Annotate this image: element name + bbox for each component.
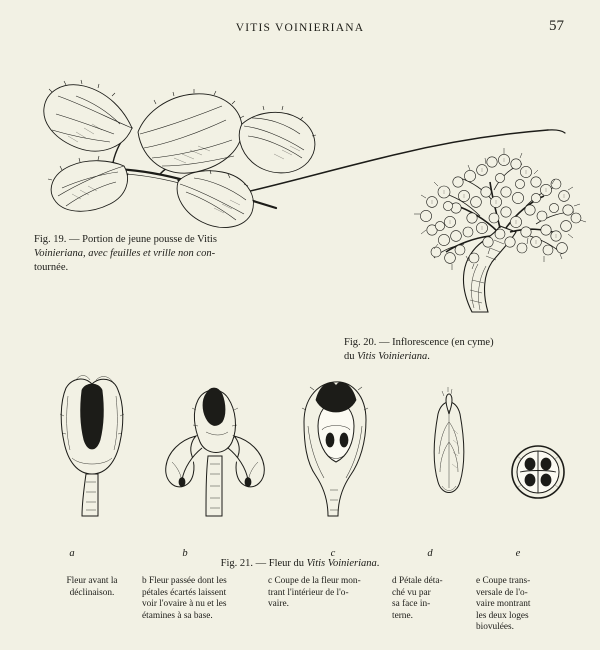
figure-21-letter-e: e xyxy=(515,548,521,559)
figure-21-illustration xyxy=(20,370,580,545)
subcaption-a-line-1: Fleur avant la xyxy=(66,576,118,586)
subcaption-c-line-1: c Coupe de la fleur mon- xyxy=(268,576,361,586)
subcaption-b-line-3: voir l'ovaire à nu et les xyxy=(142,599,227,610)
subcaption-b-line-4: étamines à sa base. xyxy=(142,610,213,621)
subcaption-b-line-2: pétales écartés laissent xyxy=(142,587,227,598)
subcaption-e-line-3: vaire montrant xyxy=(476,599,531,610)
running-head: VITIS VOINIERIANA xyxy=(235,22,365,34)
figure-19-caption xyxy=(34,233,292,275)
subcaption-a-line-2: déclinaison. xyxy=(69,587,115,598)
figure-21-letter-d: d xyxy=(427,548,433,559)
flower-b xyxy=(166,388,265,516)
figure-21-caption xyxy=(0,558,600,569)
figure-21-subcaption-b xyxy=(142,576,258,622)
figure-21-letter-c: c xyxy=(330,548,336,559)
subcaption-d-line-4: terne. xyxy=(392,610,413,621)
subcaption-b-line-1: b Fleur passée dont les xyxy=(142,576,227,586)
figure-21-subcaption-d xyxy=(392,576,466,622)
figure-20-caption-line-1: Fig. 20. — Inflorescence (en cyme) xyxy=(344,337,494,348)
figure-21-subcaption-a xyxy=(42,576,142,599)
subcaption-c-line-2: trant l'intérieur de l'o- xyxy=(268,587,349,598)
figure-19-caption-line-2: Voinieriana, avec feuilles et vrille non con- xyxy=(34,248,216,259)
figure-19-caption-line-3: tournée. xyxy=(34,262,69,273)
figure-21-letter-a: a xyxy=(69,548,75,559)
figure-21-subcaption-c xyxy=(268,576,374,611)
figure-21-subcaptions xyxy=(24,576,580,640)
ovary-section-e xyxy=(512,446,564,498)
subcaption-e-line-4: les deux loges xyxy=(476,610,529,621)
figure-21-caption-prefix: Fig. 21. — Fleur du xyxy=(220,558,307,569)
flower-a xyxy=(60,376,124,517)
page-number: 57 xyxy=(549,18,564,34)
subcaption-c-line-3: vaire. xyxy=(268,599,289,610)
figure-21-caption-suffix: . xyxy=(376,558,380,569)
figure-21-letter-b: b xyxy=(182,548,188,559)
subcaption-e-line-2: versale de l'o- xyxy=(476,587,528,598)
subcaption-d-line-1: d Pétale déta- xyxy=(392,576,443,586)
figure-20-illustration xyxy=(340,140,590,325)
subcaption-d-line-3: sa face in- xyxy=(392,599,431,610)
petal-d xyxy=(434,387,464,493)
subcaption-d-line-2: ché vu par xyxy=(392,587,431,598)
subcaption-e-line-1: e Coupe trans- xyxy=(476,576,531,586)
figure-20-caption xyxy=(344,336,580,364)
flower-c xyxy=(302,382,368,516)
figure-20-caption-line-2: du Vitis Voinieriana. xyxy=(344,351,430,362)
figure-21-subcaption-e xyxy=(476,576,562,634)
figure-21-caption-species: Vitis Voinieriana xyxy=(306,558,377,569)
figure-19-caption-line-1: Fig. 19. — Portion de jeune pousse de Vitis xyxy=(34,234,217,245)
subcaption-e-line-5: biovulées. xyxy=(476,622,514,633)
